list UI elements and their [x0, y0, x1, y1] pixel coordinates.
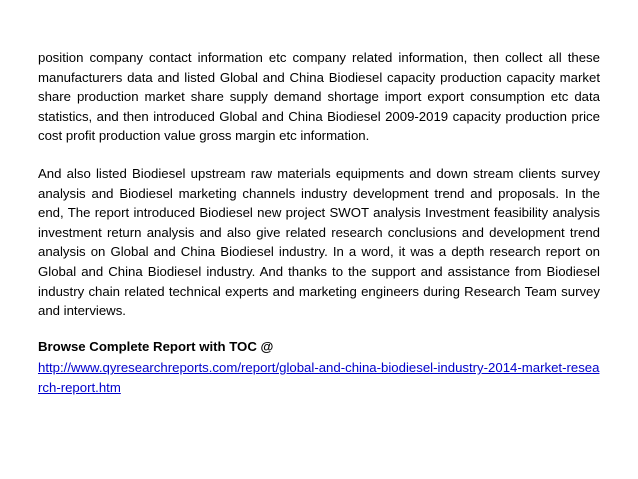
paragraph-1: position company contact information etc company related information, then collect all these manufacturers data and listed Global and China Biodiesel capacity production capacity market share production market share supply demand shortage import export consumption etc data statistics, and then introduced Global and China Biodiesel 2009-2019 capacity production price cost profit production value gross margin etc information.	[38, 50, 600, 144]
report-link[interactable]: http://www.qyresearchreports.com/report/global-and-china-biodiesel-industry-2014-market-research-report.htm	[38, 360, 600, 395]
paragraph-2: And also listed Biodiesel upstream raw materials equipments and down stream clients survey analysis and Biodiesel marketing channels industry development trend and proposals. In the end, The report introduced Biodiesel new project SWOT analysis Investment feasibility analysis investment return analysis and also give related research conclusions and development trend analysis on Global and China Biodiesel industry. In a word, it was a depth research report on Global and China Biodiesel industry. And thanks to the support and assistance from Biodiesel industry chain related technical experts and marketing engineers during Research Team survey and interviews.	[38, 165, 600, 319]
browse-report-heading: Browse Complete Report with TOC @	[38, 338, 274, 354]
document-body	[38, 48, 600, 398]
